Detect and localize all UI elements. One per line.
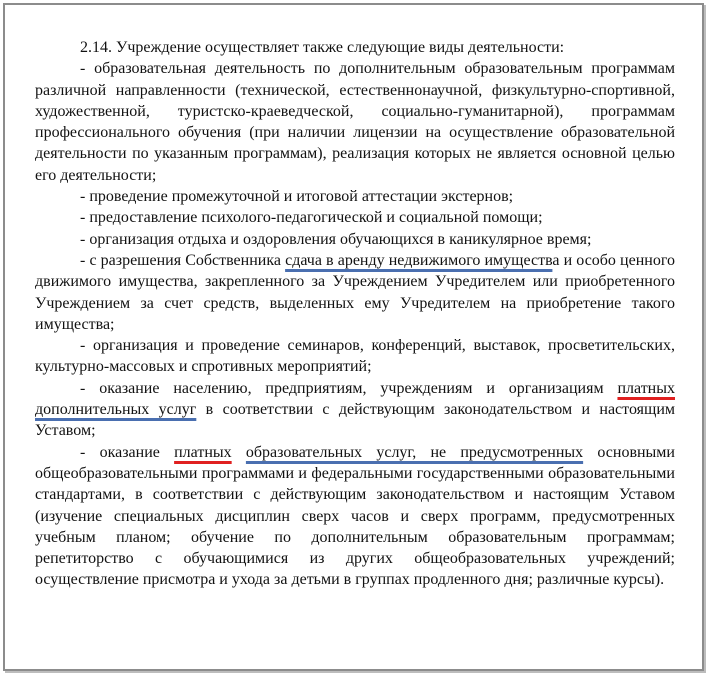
- activity-item-7-rest: в соответствии с действующим законодательством и настоящим Уставом;: [35, 401, 676, 440]
- section-heading: 2.14. Учреждение осуществляет также следующие виды деятельности:: [80, 39, 565, 56]
- activity-item-8-start: - оказание: [80, 443, 175, 461]
- paid-highlight-1: платных: [617, 379, 675, 397]
- activity-item-3: - предоставление психолого-педагогической и социальной помощи;: [80, 209, 543, 227]
- activity-item-5-rest: а и особо ценного движимого имущества, закрепленного за Учреждением Учредителем или приобретенного Учреждением за счет средств, выделенных ему Учредителем на приобретение такого имущества;: [35, 251, 675, 333]
- activity-item-2: - проведение промежуточной и итоговой аттестации экстернов;: [80, 188, 514, 206]
- activity-item-8-rest: основными общеобразовательными программами и федеральными государственными образовательными стандартами, в соответствии с действующим законодательством и настоящим Уставом (изучение специальных дисциплин сверх часов и сверх программ, предусмотренных учебным планом; обучение по дополнительным образовательным программам; репетиторство с обучающимися из других общеобразовательных учреждений; осуществление присмотра и ухода за детьми в группах продленного дня; различные курсы).: [35, 443, 675, 589]
- activity-item-8: [35, 442, 675, 591]
- document-frame: [3, 3, 704, 671]
- activity-item-6: - организация и проведение семинаров, конференций, выставок, просветительских, культурно-массовых и спротивных мероприятий;: [35, 337, 675, 376]
- activity-item-1: - образовательная деятельность по дополнительным образовательным программам различной направленности (технической, естественнонаучной, физкультурно-спортивной, художественной, туристско-краеведческой, социально-гуманитарной), программам профессионального обучения (при наличии лицензии на осуществление образовательной деятельности по указанным программам), реализация которых не является основной целью его деятельности;: [35, 60, 675, 184]
- additional-services-highlight: дополнительных услуг: [35, 401, 197, 419]
- activity-item-7-start: - оказание населению, предприятиям, учреждениям и организациям: [80, 379, 618, 397]
- activity-item-5-start: - с разрешения Собственника: [80, 251, 286, 269]
- document-body: [35, 37, 675, 591]
- paid-highlight-2: платных: [174, 443, 232, 461]
- rent-highlight: сдача в аренду недвижимого имуществ: [285, 251, 553, 269]
- activity-item-7: [35, 378, 675, 442]
- spacer: [232, 444, 246, 461]
- activity-item-4: - организация отдыха и оздоровления обучающихся в каникулярное время;: [80, 230, 592, 248]
- activity-item-5: [35, 250, 675, 335]
- educational-services-highlight: образовательных услуг, не предусмотренных: [245, 443, 584, 461]
